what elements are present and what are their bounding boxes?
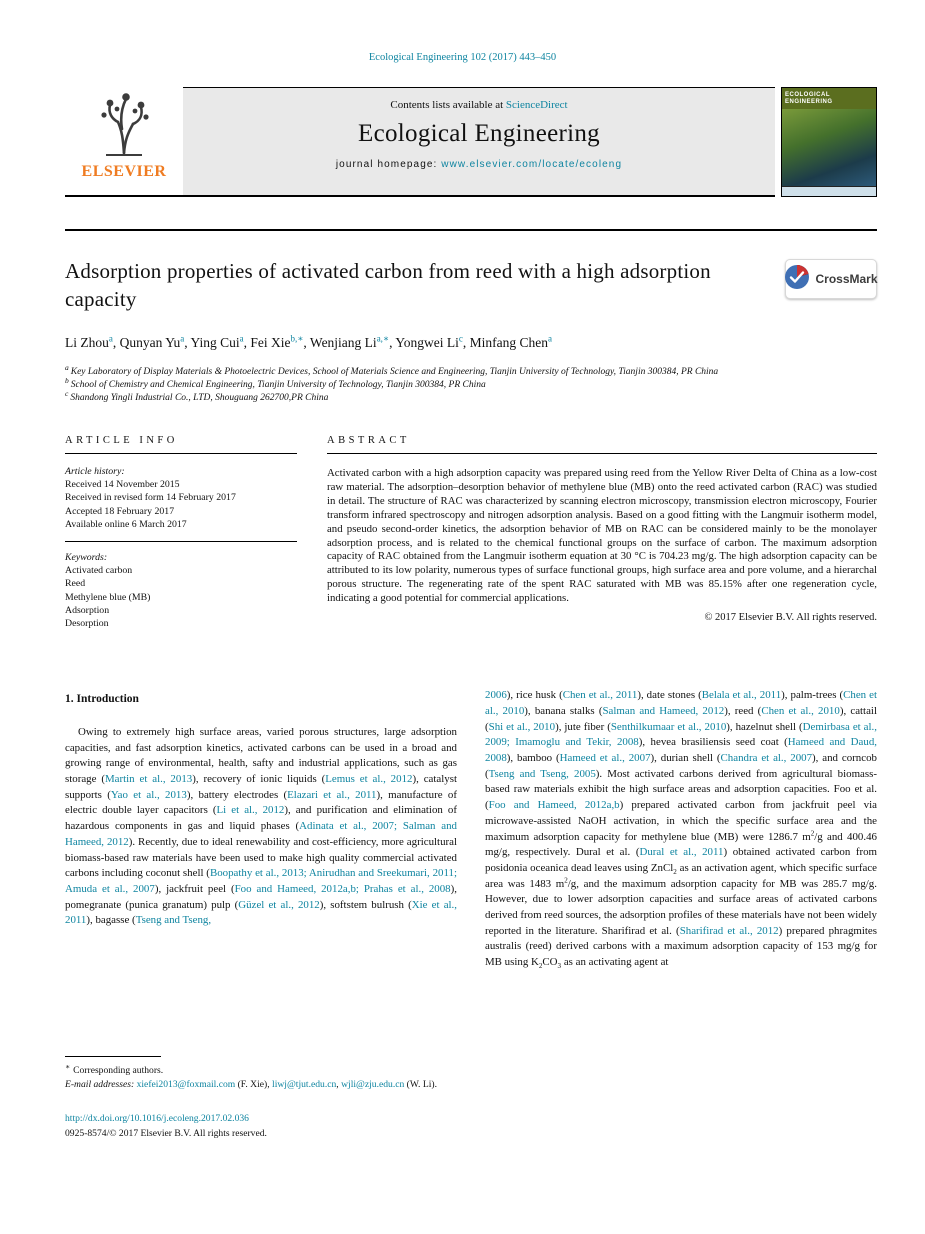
homepage-prefix: journal homepage:: [335, 159, 442, 170]
intro-paragraph-left: [65, 725, 457, 929]
inline-link[interactable]: Hameed et al., 2007: [559, 752, 651, 765]
inline-link[interactable]: wjli@zju.edu.cn: [341, 1079, 405, 1090]
journal-banner: [183, 87, 775, 195]
elsevier-wordmark: ELSEVIER: [81, 163, 167, 180]
inline-link[interactable]: Chen et al., 2011: [562, 689, 638, 702]
text-segment: ), softstem bulrush (: [319, 898, 412, 911]
inline-link[interactable]: Tseng and Tseng, 2005: [488, 767, 596, 780]
inline-link[interactable]: Li et al., 2012: [216, 804, 285, 817]
text-segment: (W. Li).: [404, 1079, 437, 1090]
journal-cover-title: ECOLOGICAL ENGINEERING: [782, 88, 876, 109]
keyword: Reed: [65, 578, 86, 590]
journal-title: Ecological Engineering: [358, 120, 600, 147]
text-segment: ), hazelnut shell (: [726, 720, 803, 733]
asterisk-marker: ∗: [65, 1061, 71, 1071]
inline-link[interactable]: Chandra et al., 2007: [720, 752, 813, 765]
author: [250, 335, 310, 350]
author-name: Qunyan Yu: [119, 335, 181, 350]
inline-link[interactable]: Belala et al., 2011: [701, 689, 782, 702]
text-segment: ), bagasse (: [86, 914, 136, 927]
author-separator: ,: [462, 335, 470, 350]
affiliation-text: Key Laboratory of Display Materials & Photoelectric Devices, School of Materials Science and Engineering, Tianjin University of Technology, Tianjin 300384, PR China: [70, 367, 719, 377]
author-affiliation-link[interactable]: a: [547, 333, 552, 344]
inline-link[interactable]: xiefei2013@foxmail.com: [136, 1079, 236, 1090]
inline-link[interactable]: Dural et al., 2011: [639, 846, 724, 859]
text-segment: CO: [542, 956, 558, 969]
text-segment: ), date stones (: [637, 689, 702, 702]
body-column-left: [65, 688, 457, 971]
corresponding-text: Corresponding authors.: [73, 1065, 164, 1076]
keyword: Activated carbon: [65, 565, 133, 577]
text-segment: E-mail addresses:: [65, 1079, 137, 1090]
text-segment: ), palm-trees (: [781, 689, 844, 702]
author-name: Li Zhou: [65, 335, 109, 350]
section-heading-introduction: 1. Introduction: [65, 693, 139, 706]
article-title: Adsorption properties of activated carbon from reed with a high adsorption capacity: [65, 259, 711, 311]
affiliation-marker: c: [65, 388, 69, 398]
journal-cover-image: [782, 109, 876, 186]
text-segment: ) prepared activated carbon from jackfruit peel via microwave-assisted NaOH activation, in which the specific surface area and the maximum adsorption capacity for methylene blue (MB) were 1286.7 m: [485, 799, 877, 843]
author-name: Yongwei Li: [395, 335, 459, 350]
inline-link[interactable]: Xie et al., 2011: [65, 898, 457, 927]
homepage-url-link[interactable]: www.elsevier.com/locate/ecoleng: [441, 159, 623, 170]
copyright-line: © 2017 Elsevier B.V. All rights reserved.: [704, 612, 877, 624]
text-segment: ), cattail (: [485, 704, 877, 733]
rule: [65, 541, 297, 542]
author-affiliation-link[interactable]: a,∗: [376, 333, 390, 344]
inline-link[interactable]: Lemus et al., 2012: [325, 773, 413, 786]
author: [470, 335, 552, 350]
body-columns: [65, 688, 877, 971]
article-history: [65, 465, 297, 531]
article-info-heading: ARTICLE INFO: [65, 435, 178, 446]
author-affiliation-link[interactable]: b,∗: [290, 333, 304, 344]
text-segment: as an activating agent at: [561, 956, 669, 969]
crossmark-icon: [784, 264, 810, 295]
contents-prefix: Contents lists available at: [390, 99, 506, 111]
issn-copyright-line: 0925-8574/© 2017 Elsevier B.V. All rights reserved.: [65, 1128, 267, 1139]
author-affiliation-link[interactable]: a: [108, 333, 113, 344]
text-segment: ), bamboo (: [506, 752, 560, 765]
text-segment: ) obtained activated carbon from posidonia oceanica dead leaves using ZnCl: [485, 846, 878, 874]
elsevier-logo-block: [65, 87, 183, 195]
inline-link[interactable]: Shi et al., 2010: [488, 720, 556, 733]
info-abstract-section: [65, 435, 877, 630]
text-segment: /g and 400.46 mg/g, respectively. Dural et al. (: [485, 830, 877, 859]
author-affiliation-link[interactable]: c: [458, 333, 463, 344]
footnote-rule: [65, 1056, 161, 1057]
history-line: Accepted 18 February 2017: [65, 505, 175, 517]
keyword: Methylene blue (MB): [65, 591, 151, 603]
inline-link[interactable]: 2006: [485, 689, 507, 702]
inline-link[interactable]: Boopathy et al., 2013; Anirudhan and Sreekumari, 2011; Amuda et al., 2007: [65, 867, 457, 895]
inline-link[interactable]: Elazari et al., 2011: [287, 788, 377, 801]
inline-link[interactable]: Chen et al., 2010: [761, 704, 840, 717]
corresponding-authors-note: [65, 1061, 457, 1077]
affiliation-text: School of Chemistry and Chemical Engineering, Tianjin University of Technology, Tianjin 300384, PR China: [70, 380, 486, 390]
keywords-label: Keywords:: [65, 552, 108, 564]
author-list: [65, 335, 877, 351]
intro-paragraph-right: [485, 688, 877, 971]
homepage-line: [183, 159, 775, 170]
text-segment: ), hevea brasiliensis seed coat (: [638, 736, 788, 749]
text-segment: ), jackfruit peel (: [154, 882, 235, 895]
author: [310, 335, 395, 350]
author: [65, 335, 120, 350]
text-segment: /g, and the maximum adsorption capacity for MB was 285.7 mg/g. However, due to lower adsorption capacities and surface areas of activated carbons derived from reed sources, the adsorption profiles of these materials have not been widely reported in the literature. Sharifirad et al. (: [485, 877, 877, 937]
text-segment: 3: [557, 962, 562, 971]
body-column-right: [485, 688, 877, 971]
inline-link[interactable]: Hameed and Daud, 2008: [485, 736, 877, 765]
affiliation-marker: b: [65, 375, 69, 385]
inline-link[interactable]: Chen et al., 2010: [485, 689, 877, 717]
inline-link[interactable]: Sharifirad et al., 2012: [679, 924, 779, 937]
email-addresses: [65, 1078, 457, 1091]
abstract-heading: ABSTRACT: [327, 435, 410, 446]
keyword: Desorption: [65, 618, 109, 630]
text-segment: ). Most activated carbons derived from agricultural biomass-based raw materials exhibit the high surface areas and adsorption capacities. Foo et al. (: [485, 767, 877, 812]
title-row: [65, 257, 877, 313]
abstract-column: [327, 435, 877, 630]
text-segment: ), jute fiber (: [555, 720, 611, 733]
inline-link[interactable]: Martin et al., 2013: [104, 773, 193, 786]
text-segment: 2: [564, 876, 568, 885]
author-name: Ying Cui: [190, 335, 240, 350]
author-name: Minfang Chen: [469, 335, 548, 350]
author-name: Wenjiang Li: [309, 335, 377, 350]
inline-link[interactable]: Salman and Hameed, 2012: [602, 704, 725, 717]
crossmark-label: CrossMark: [815, 272, 878, 286]
elsevier-tree-icon: [92, 144, 156, 161]
inline-link[interactable]: Adinata et al., 2007; Salman and Hameed, 2012: [65, 820, 458, 848]
author-separator: ,: [112, 335, 120, 350]
author: [395, 335, 469, 350]
text-segment: ), pomegranate (punica granatum) pulp (: [65, 882, 457, 911]
text-segment: ,: [336, 1079, 342, 1090]
affiliation: [65, 388, 877, 405]
masthead: [65, 87, 877, 197]
affiliation-list: [65, 362, 877, 405]
header-divider-rule: [65, 229, 877, 231]
inline-link[interactable]: Güzel et al., 2012: [238, 898, 320, 911]
author-separator: ,: [184, 335, 191, 350]
text-segment: ), battery electrodes (: [186, 788, 288, 801]
inline-link[interactable]: Foo and Hameed, 2012a,b; Prahas et al., 2008: [234, 882, 451, 895]
text-segment: 2: [538, 962, 543, 971]
sciencedirect-link[interactable]: ScienceDirect: [505, 99, 568, 111]
journal-cover-thumbnail[interactable]: [781, 87, 877, 197]
text-segment: ). Recently, due to ideal renewability and cost-efficiency, more agricultural biomass-based raw materials have been used to make high quality commercial activated carbons including coconut shell (: [65, 835, 457, 880]
author-affiliation-link[interactable]: a: [180, 333, 185, 344]
author-separator: ,: [303, 335, 310, 350]
text-segment: ), manufacture of electric double layer capacitors (: [65, 788, 457, 817]
masthead-left: [65, 87, 775, 197]
affiliation: [65, 375, 877, 392]
footnote-block: [65, 1056, 457, 1140]
author-separator: ,: [389, 335, 396, 350]
keyword: Adsorption: [65, 604, 110, 616]
text-segment: ), and purification and elimination of hazardous components in gas and liquid phases (: [65, 804, 457, 833]
rule: [65, 453, 297, 454]
inline-link[interactable]: Yao et al., 2013: [110, 788, 187, 801]
text-segment: 2: [810, 828, 815, 837]
inline-link[interactable]: Demirbasa et al., 2009; Imamoglu and Tekir, 2008: [485, 720, 877, 749]
author-name: Fei Xie: [250, 335, 291, 350]
journal-citation-link[interactable]: Ecological Engineering 102 (2017) 443–450: [368, 52, 557, 63]
history-label: Article history:: [65, 466, 125, 477]
text-segment: (F. Xie),: [235, 1079, 273, 1090]
article-info-column: [65, 435, 297, 630]
text-segment: ), banana stalks (: [524, 704, 603, 717]
text-segment: ), catalyst supports (: [65, 773, 457, 801]
crossmark-badge[interactable]: [785, 259, 877, 299]
text-segment: ), reed (: [724, 704, 762, 717]
affiliation-text: Shandong Yingli Industrial Co., LTD, Shouguang 262700,PR China: [70, 393, 329, 403]
author: [120, 335, 191, 350]
text-segment: ), and corncob (: [485, 752, 877, 780]
text-segment: ) prepared phragmites australis (reed) derived carbons with a maximum adsorption capacity of 153 mg/g for MB using K: [485, 924, 877, 969]
history-line: Received 14 November 2015: [65, 479, 180, 491]
text-segment: ), recovery of ionic liquids (: [192, 773, 326, 786]
author-separator: ,: [243, 335, 251, 350]
inline-link[interactable]: Tseng and Tseng,: [135, 914, 212, 927]
inline-link[interactable]: liwj@tjut.edu.cn: [272, 1079, 337, 1090]
text-segment: as an activation agent, which specific surface area was 1483 m: [485, 861, 877, 890]
history-line: Received in revised form 14 February 2017: [65, 492, 236, 504]
affiliation: [65, 362, 877, 379]
rule: [327, 453, 877, 454]
contents-line: [183, 99, 775, 111]
author-affiliation-link[interactable]: a: [239, 333, 244, 344]
inline-link[interactable]: Foo and Hameed, 2012a,b: [488, 799, 620, 812]
history-line: Available online 6 March 2017: [65, 518, 187, 530]
inline-link[interactable]: Senthilkumaar et al., 2010: [610, 720, 727, 733]
text-segment: Owing to extremely high surface areas, varied porous structures, large adsorption capacities, and fast adsorption kinetics, activated carbons can be used in a broad and growing range of environmental, health, safty and industrial applications, such as gas storage (: [65, 725, 457, 786]
keywords-block: [65, 551, 297, 630]
abstract-text: Activated carbon with a high adsorption capacity was prepared using reed from the Yellow River Delta of China as a low-cost raw material. The adsorption–desorption behavior of methylene blue (MB) onto the reed activated carbon (RAC) was studied in detail. The structure of RAC was characterized by scanning electron microscopy, transmission electron microscopy, Fourier transform infrared spectroscopy and nitrogen adsorption analysis. Based on a good fitting with the Langmuir isotherm model, and pseudo second-order kinetics, the adsorption behavior of MB on RAC can be considered mainly to be the monolayer adsorption process, and is related to the chemical functional groups on the surface of carbon. The maximum adsorption capacity of RAC obtained from the Langmuir isotherm equation at 30 °C is 704.23 mg/g. The high adsorption capacity can be attributed to its low polarity, numerous types of surface functional groups, high surface area and pore volume, and a hierarchal porous structure. The regenerating rate of the spent RAC saturated with MB was 85.15% after one regeneration cycle, indicating a good potential for commercial applications.: [327, 467, 877, 605]
text-segment: 2: [673, 868, 677, 877]
doi-link[interactable]: http://dx.doi.org/10.1016/j.ecoleng.2017.02.036: [65, 1113, 249, 1124]
journal-cover-footer: [782, 186, 876, 196]
text-segment: ), durian shell (: [650, 752, 721, 765]
text-segment: ), rice husk (: [506, 689, 563, 702]
author: [191, 335, 251, 350]
affiliation-marker: a: [65, 362, 69, 372]
